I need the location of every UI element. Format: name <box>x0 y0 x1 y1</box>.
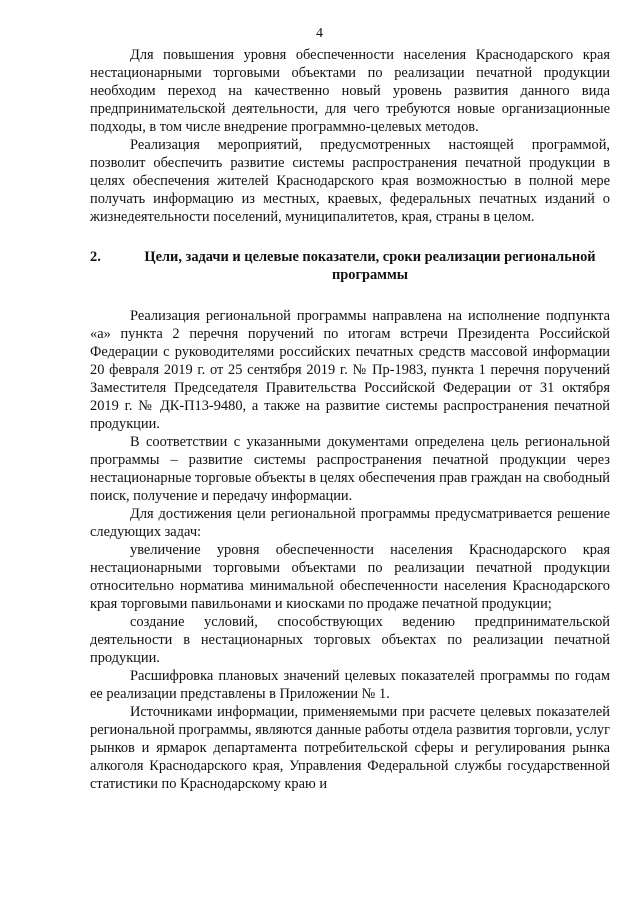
section-paragraph-6: Расшифровка плановых значений целевых показателей программы по годам ее реализации представлены в Приложении № 1. <box>90 668 610 702</box>
section-paragraph-3: Для достижения цели региональной программы предусматривается решение следующих задач: <box>90 506 610 540</box>
intro-paragraph-1: Для повышения уровня обеспеченности населения Краснодарского края нестационарными торговыми объектами по реализации печатной продукции необходим переход на качественно новый уровень развития данного вида предпринимательской деятельности, для чего требуются новые организационные подходы, в том числе внедрение программно-целевых методов. <box>90 47 610 135</box>
section-paragraph-7: Источниками информации, применяемыми при расчете целевых показателей региональной программы, являются данные работы отдела развития торговли, услуг рынков и ярмарок департамента потребительской сферы и регулирования рынка алкоголя Краснодарского края, Управления Федеральной службы государственной статистики по Краснодарскому краю и <box>90 704 610 792</box>
document-body <box>90 46 610 793</box>
section-paragraph-2: В соответствии с указанными документами определена цель региональной программы – развитие системы распространения печатной продукции через нестационарные торговые объекты в целях обеспечения прав граждан на свободный поиск, получение и передачу информации. <box>90 434 610 504</box>
section-number: 2. <box>90 249 101 265</box>
section-paragraph-5: создание условий, способствующих ведению предпринимательской деятельности в нестационарных торговых объектах по реализации печатной продукции. <box>90 614 610 666</box>
section-heading <box>90 248 610 284</box>
page-number: 4 <box>316 26 323 41</box>
section-paragraph-4: увеличение уровня обеспеченности населения Краснодарского края нестационарными торговыми объектами по реализации печатной продукции относительно норматива минимальной обеспеченности населения Краснодарского края торговыми павильонами и киосками по продаже печатной продукции; <box>90 542 610 612</box>
intro-paragraph-2: Реализация мероприятий, предусмотренных настоящей программой, позволит обеспечить развитие системы распространения печатной продукции в целях обеспечения жителей Краснодарского края возможностью в полной мере получать информацию из местных, краевых, федеральных печатных изданий о жизнедеятельности поселений, муниципалитетов, края, страны в целом. <box>90 137 610 225</box>
section-title: Цели, задачи и целевые показатели, сроки реализации региональной программы <box>144 249 596 283</box>
section-paragraph-1: Реализация региональной программы направлена на исполнение подпункта «а» пункта 2 перечня поручений по итогам встречи Президента Российской Федерации с руководителями российских печатных средств массовой информации 20 февраля 2019 г. от 25 сентября 2019 г. № Пр-1983, пункта 1 перечня поручений Заместителя Председателя Правительства Российской Федерации от 31 октября 2019 г. № ДК-П13-9480, а также на развитие системы распространения печатной продукции. <box>90 308 610 432</box>
